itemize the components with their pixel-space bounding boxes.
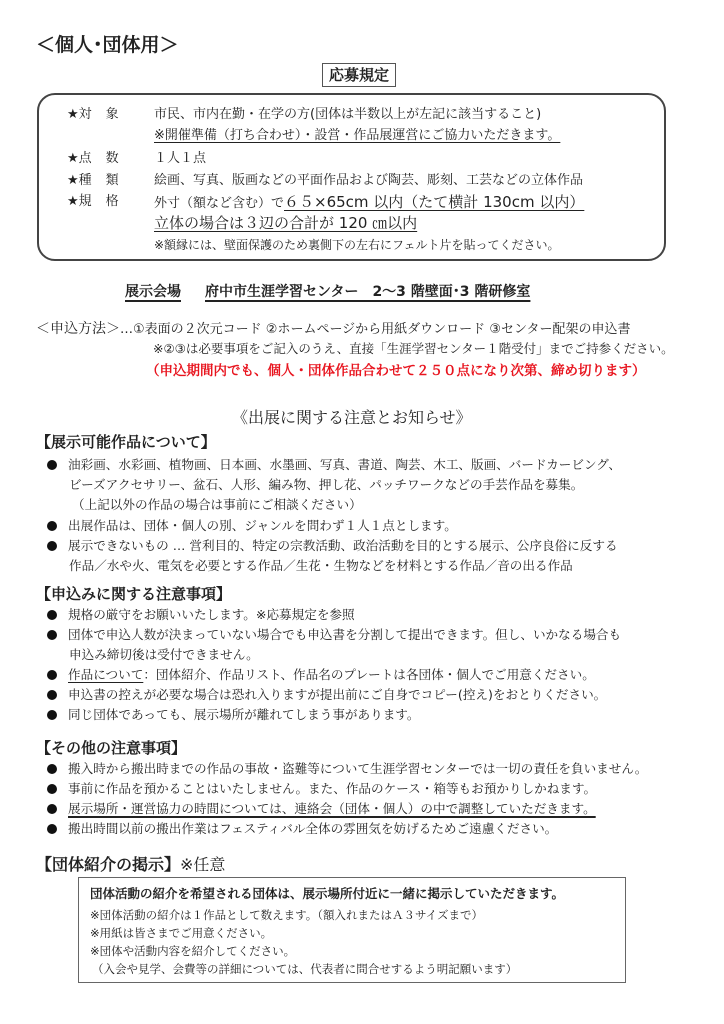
bullet-text: 事前に作品を預かることはいたしません。また、作品のケース・箱等もお預かりしかねます。 — [68, 781, 597, 796]
application-note: ※②③は必要事項をご記入のうえ、直接「生涯学習センター１階受付」までご持参ください。 — [153, 341, 674, 356]
bullet-icon — [47, 610, 57, 620]
rule-label-part: 格 — [105, 194, 119, 209]
bullet-text: 申込書の控えが必要な場合は恐れ入りますが提出前にご自身でコピー(控え)をおとりください。 — [68, 687, 607, 702]
bullet-continuation: 申込み締切後は受付できません。 — [69, 647, 259, 662]
bullet-icon — [47, 710, 57, 720]
group-intro-line: （入会や見学、会費等の詳細については、代表者に問合せするよう明記願います） — [92, 962, 518, 976]
group-intro-lead: 団体活動の紹介を希望される団体は、展示場所付近に一緒に掲示していただきます。 — [90, 886, 565, 901]
bullet-icon — [47, 541, 57, 551]
bullet-item — [47, 800, 596, 817]
bullet-icon — [47, 784, 57, 794]
bullet-icon — [47, 460, 57, 470]
rule-size-text — [154, 193, 584, 213]
bullet-icon — [47, 764, 57, 774]
bullet-icon — [47, 630, 57, 640]
bullet-text: 団体で申込人数が決まっていない場合でも申込書を分割して提出できます。但し、いかなる場合も — [68, 627, 622, 642]
bullet-icon — [47, 824, 57, 834]
rule-label-part: 類 — [105, 173, 119, 188]
application-method — [36, 320, 630, 339]
group-intro-line: ※用紙は皆さまでご用意ください。 — [90, 926, 273, 940]
rule-type-text: 絵画、写真、版画などの平面作品および陶芸、彫刻、工芸などの立体作品 — [154, 173, 584, 188]
rule-label-part: ★規 — [67, 194, 92, 209]
group-intro-line: ※団体活動の紹介は１作品として数えます。（額入れまたはＡ３サイズまで） — [90, 908, 484, 922]
venue-place: 府中市生涯学習センター 2～3 階壁面･3 階研修室 — [205, 284, 531, 300]
bullet-item — [47, 666, 595, 683]
rule-target-text: 市民、市内在勤・在学の方(団体は半数以上が左記に該当すること) — [154, 107, 542, 122]
bullet-icon — [47, 690, 57, 700]
bullet-continuation: ビーズアクセサリー、盆石、人形、編み物、押し花、パッチワークなどの手芸作品を募集。 — [69, 477, 584, 492]
group-intro-line: ※団体や活動内容を紹介してください。 — [90, 944, 296, 958]
section-group-intro-title — [36, 852, 225, 875]
section-application-notes-title: 【申込みに関する注意事項】 — [36, 585, 232, 603]
bullet-text: 油彩画、水彩画、植物画、日本画、水墨画、写真、書道、陶芸、木工、版画、バードカービング、 — [68, 457, 621, 472]
bullet-item — [47, 517, 457, 534]
rule-label-target — [67, 106, 137, 124]
rule-label-part: ★種 — [67, 173, 92, 188]
rule-felt-note: ※額縁には、壁面保護のため裏側下の左右にフェルト片を貼ってください。 — [154, 238, 560, 252]
application-methods: …①表面の２次元コード ②ホームページから用紙ダウンロード ③センター配架の申込書 — [120, 322, 631, 337]
rule-count-text: １人１点 — [154, 151, 207, 166]
group-intro-optional: ※任意 — [180, 855, 226, 874]
rules-heading: 応募規定 — [322, 63, 396, 87]
rule-label-part: ★点 — [67, 151, 92, 166]
rule-label-type — [67, 172, 137, 190]
rule-3d-limit: 立体の場合は３辺の合計が 120 ㎝以内 — [154, 214, 418, 232]
bullet-icon — [47, 804, 57, 814]
rule-label-part: 象 — [105, 107, 119, 122]
bullet-item — [47, 780, 596, 797]
bullet-item — [47, 626, 621, 643]
notice-title: 《出展に関する注意とお知らせ》 — [232, 408, 472, 427]
bullet-text: 展示できないもの … 営利目的、特定の宗教活動、政治活動を目的とする展示、公序良俗に反する — [68, 538, 618, 553]
application-label: ＜申込方法＞ — [36, 321, 120, 337]
bullet-text: 搬出時間以前の搬出作業はフェスティバル全体の雰囲気を妨げるためご遠慮ください。 — [68, 821, 558, 836]
rule-label-part: 数 — [105, 151, 119, 166]
bullet-item — [47, 686, 606, 703]
group-intro-title-text: 【団体紹介の掲示】 — [36, 855, 181, 874]
bullet-item — [47, 760, 647, 777]
rule-size-limit: ６５×65cm 以内（たて横計 130cm 以内） — [284, 193, 585, 211]
rule-label-size — [67, 193, 137, 211]
venue-label: 展示会場 — [125, 284, 181, 300]
bullet-text: 展示場所・運営協力の時間については、連絡会（団体・個人）の中で調整していただきます。 — [68, 801, 596, 816]
bullet-icon — [47, 670, 57, 680]
bullet-item — [47, 820, 557, 837]
bullet-text: 搬入時から搬出時までの作品の事故・盗難等について生涯学習センターでは一切の責任を負いません。 — [68, 761, 648, 776]
rule-cooperation-note: ※開催準備（打ち合わせ）・設営・作品展運営にご協力いただきます。 — [154, 128, 561, 143]
bullet-continuation: （上記以外の作品の場合は事前にご相談ください） — [72, 497, 362, 512]
bullet-text: 規格の厳守をお願いいたします。※応募規定を参照 — [68, 607, 355, 622]
bullet-item — [47, 606, 355, 623]
bullet-text: 同じ団体であっても、展示場所が離れてしまう事があります。 — [68, 707, 420, 722]
section-other-notes-title: 【その他の注意事項】 — [36, 739, 187, 757]
bullet-continuation: 作品／水や火、電気を必要とする作品／生花・生物などを材料とする作品／音の出る作品 — [69, 558, 573, 573]
bullet-item — [47, 456, 621, 473]
section-works-title: 【展示可能作品について】 — [36, 433, 216, 451]
rule-label-part: ★対 — [67, 107, 92, 122]
venue-line — [125, 281, 530, 301]
bullet-item — [47, 706, 420, 723]
bullet-label: 作品について — [68, 667, 144, 682]
bullet-icon — [47, 521, 57, 531]
deadline-note: （申込期間内でも、個人・団体作品合わせて２５０点になり次第、締め切ります） — [146, 363, 646, 379]
bullet-text: ：団体紹介、作品リスト、作品名のプレートは各団体・個人でご用意ください。 — [143, 667, 595, 682]
rule-size-prefix: 外寸（額など含む）で — [154, 196, 285, 211]
page-title: ＜個人･団体用＞ — [36, 34, 179, 56]
bullet-item — [47, 537, 618, 554]
bullet-text: 出展作品は、団体・個人の別、ジャンルを問わず１人１点とします。 — [68, 518, 457, 533]
rule-label-count — [67, 150, 137, 168]
